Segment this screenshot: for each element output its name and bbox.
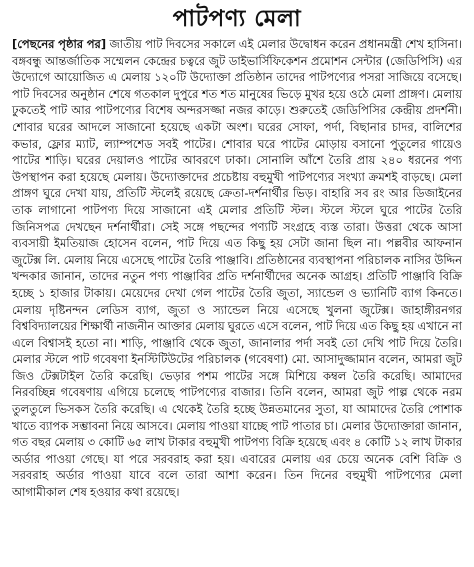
article-body: [12, 36, 462, 501]
headline: পাটপণ্য মেলা: [172, 6, 302, 32]
article-text: জাতীয় পাট দিবসের সকালে এই মেলার উদ্বোধন করেন প্রধানমন্ত্রী শেখ হাসিনা। বঙ্গবন্ধু আন্তর্জাতিক সম্মেলন কেন্দ্রের চত্বরে জুট ডাইভার্সিফিকেশন প্রমোশন সেন্টার (জেডিপিসি) এর উদ্যোগে আয়োজিত এ মেলায় ১২০টি উদ্যোক্তা প্রতিষ্ঠান তাদের পাটপণ্যের পসরা সাজিয়ে বসেছে। পাট দিবসের অনুষ্ঠান শেষে গতকাল দুপুরে শত শত মানুষের ভিড়ে মুখর হয়ে ওঠে মেলা প্রাঙ্গণ। মেলায় ঢুকতেই পাট আর পাটপণ্যের বিশেষ অন্দরসজ্জা নজর কাড়ে। শুরুতেই জেডিপিসির কেন্দ্রীয় প্রদর্শনী। শোবার ঘরের আদলে সাজানো হয়েছে একটা অংশ। ঘরের সোফা, পর্দা, বিছানার চাদর, বালিশের কভার, ফ্লোর ম্যাট, ল্যাম্পশেড সবই পাটের। শোবার ঘরে পাটের মোড়ায় বসানো পুতুলের গায়েও পাটের শাড়ি। ঘরের দেয়ালও পাটের আবরণে ঢাকা। সোনালি আঁশে তৈরি প্রায় ২৪০ ধরনের পণ্য উপস্থাপন করা হয়েছে মেলায়। উদ্যোক্তাদের প্রচেষ্টায় বহুমুখী পাটপণ্যের সংখ্যা ক্রমশই বাড়ছে। মেলা প্রাঙ্গণ ঘুরে দেখা যায়, প্রতিটি স্টলেই রয়েছে ক্রেতা-দর্শনার্থীর ভিড়। বাহারি সব রং আর ডিজাইনের তাক লাগানো পাটপণ্য দিয়ে সাজানো এই মেলার প্রতিটি স্টল। স্টলে স্টলে ঘুরে পাটের তৈরি জিনিসপত্র দেখছেন দর্শনার্থীরা। সেই সঙ্গে পছন্দের পণ্যটি সংগ্রহে ব্যস্ত তারা। উত্তরা থেকে আসা ব্যবসায়ী ইমতিয়াজ হোসেন বলেন, পাট দিয়ে এত কিছু হয় সেটা জানা ছিল না। পল্লবীর আফনান জুটেক্স লি. মেলায় নিয়ে এসেছে পাটের তৈরি পাঞ্জাবি। প্রতিষ্ঠানের ব্যবস্থাপনা পরিচালক নাসির উদ্দিন খন্দকার জানান, তাদের নতুন পণ্য পাঞ্জাবির প্রতি দর্শনার্থীদের অনেক আগ্রহ। প্রতিটি পাঞ্জাবি বিক্রি হচ্ছে ১ হাজার টাকায়। মেয়েদের দেখা গেল পাটের তৈরি জুতা, স্যান্ডেল ও ভ্যানিটি ব্যাগ কিনতে। মেলায় দৃষ্টিনন্দন লেডিস ব্যাগ, জুতা ও স্যান্ডেল নিয়ে এসেছে খুলনা জুটেক্স। জাহাঙ্গীরনগর বিশ্ববিদ্যালয়ের শিক্ষার্থী নাজনীন আক্তার মেলায় ঘুরতে এসে বলেন, পাট দিয়ে এত কিছু হয় এখানে না এলে বিশ্বাসই হতো না। শাড়ি, পাঞ্জাবি থেকে জুতা, জানালার পর্দা সবই তো দেখি পাট দিয়ে তৈরি। মেলার স্টলে পাট গবেষণা ইনস্টিটিউটের পরিচালক (গবেষণা) মো. আসাদুজ্জামান বলেন, আমরা জুট জিও টেক্সটাইল তৈরি করেছি। ভেড়ার পশম পাটের সঙ্গে মিশিয়ে কম্বল তৈরি করেছি। আমাদের নিরবচ্ছিন্ন গবেষণায় এগিয়ে চলেছে পাটপণ্যের বাজার। তিনি বলেন, আমরা জুট পাল্প থেকে নরম তুলতুলে ভিসকস তৈরি করেছি। এ থেকেই তৈরি হচ্ছে উন্নতমানের সুতা, যা আমাদের তৈরি পোশাক খাতে ব্যাপক সম্ভাবনা নিয়ে আসবে। মেলায় পাওয়া যাচ্ছে পাট পাতার চা। মেলার উদ্যোক্তারা জানান, গত বছর মেলায় ৩ কোটি ৬৫ লাখ টাকার বহুমুখী পাটপণ্য বিক্রি হয়েছে এবং ৪ কোটি ১২ লাখ টাকার অর্ডার পাওয়া গেছে। যা পরে সরবরাহ করা হয়। এবারের মেলায় এর চেয়ে অনেক বেশি বিক্রি ও সরবরাহ অর্ডার পাওয়া যাবে বলে তারা আশা করেন। তিন দিনের বহুমুখী পাটপণ্যের মেলা আগামীকাল শেষ হওয়ার কথা রয়েছে।: [12, 37, 462, 500]
continuation-marker: [পেছনের পৃষ্ঠার পর]: [12, 37, 107, 51]
